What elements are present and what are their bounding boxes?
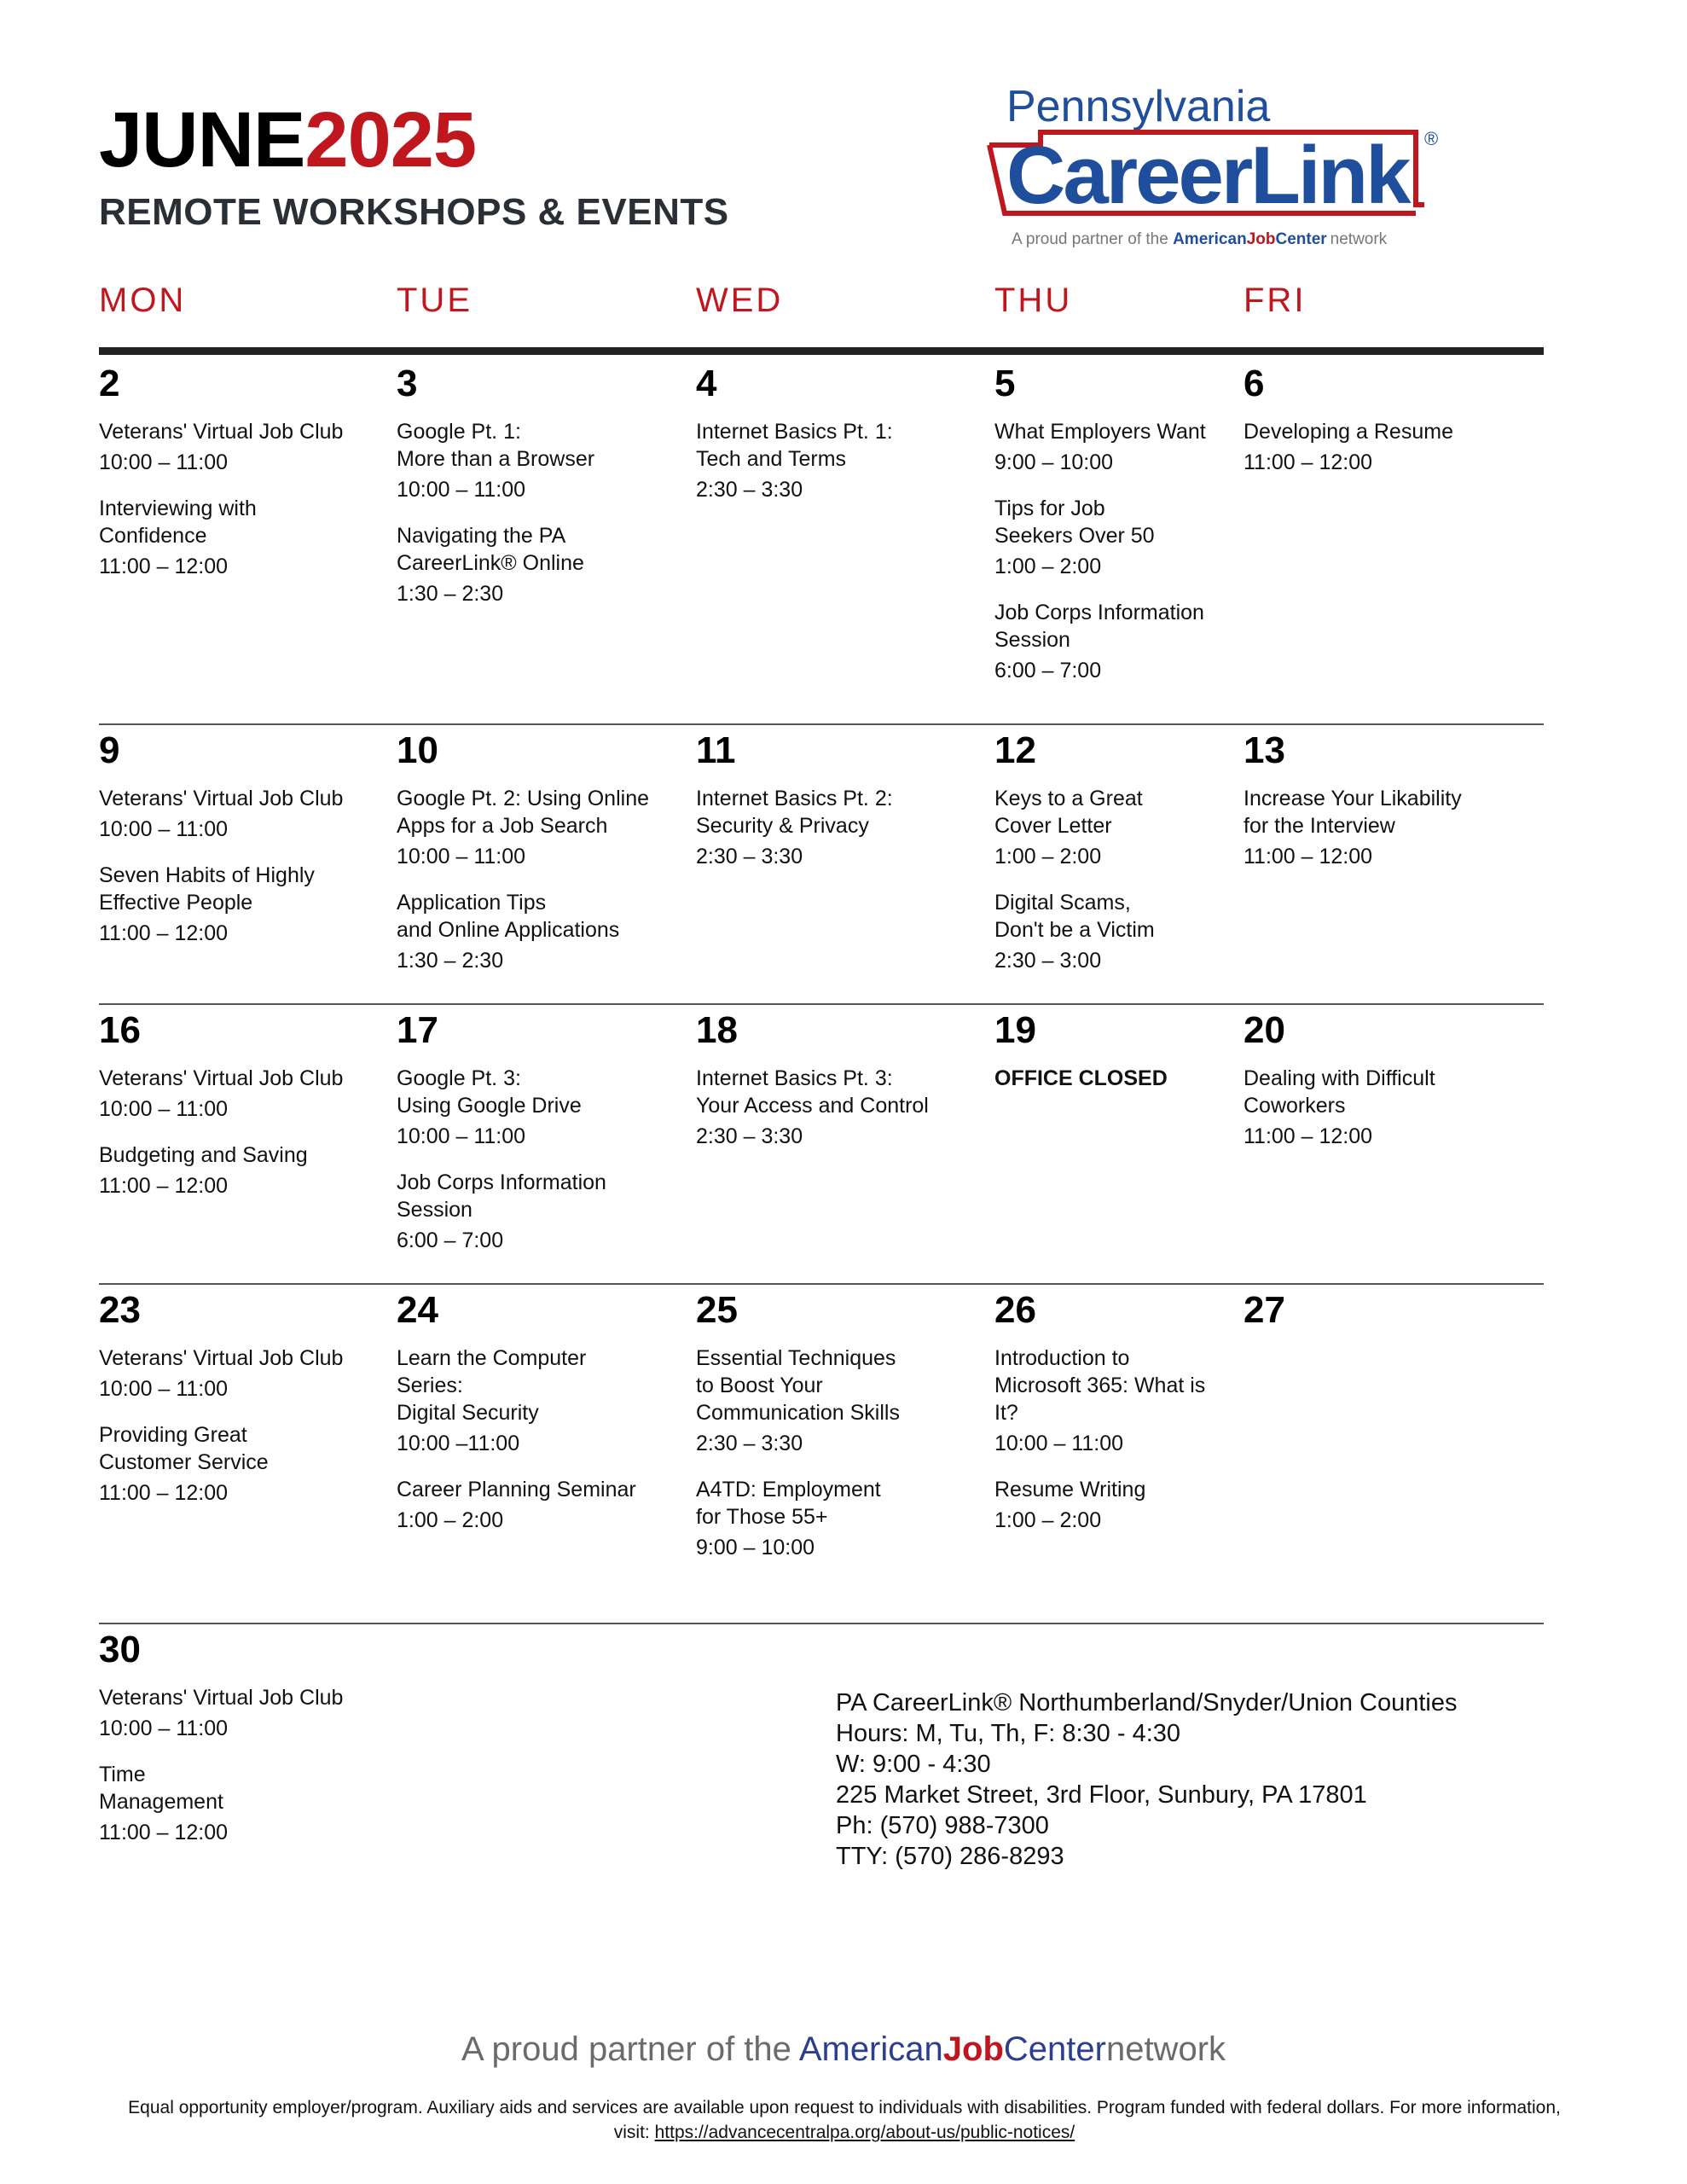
day-number: 10 (397, 729, 438, 771)
event-time: 10:00 – 11:00 (397, 845, 526, 868)
event-item (397, 522, 652, 607)
event-title: Essential Techniques to Boost Your Communication Skills (696, 1346, 900, 1425)
event-title: Google Pt. 1: More than a Browser (397, 420, 595, 471)
partner-banner (0, 2030, 1687, 2069)
event-item (99, 1684, 355, 1742)
event-title: Veterans' Virtual Job Club (99, 420, 344, 444)
day-cell-4 (696, 365, 952, 522)
event-item (397, 1345, 652, 1457)
day-number: 18 (696, 1009, 738, 1051)
day-number: 6 (1244, 363, 1265, 404)
day-number: 30 (99, 1629, 141, 1670)
event-title: Time Management (99, 1763, 223, 1814)
event-time: 6:00 – 7:00 (994, 659, 1102, 682)
event-time: 6:00 – 7:00 (397, 1228, 504, 1252)
partner-suffix: network (1105, 2030, 1226, 2068)
event-item (397, 1169, 652, 1254)
event-item (99, 1421, 355, 1507)
event-title: Job Corps Information Session (397, 1170, 606, 1222)
day-number: 26 (994, 1289, 1036, 1331)
day-number: 19 (994, 1009, 1036, 1051)
day-cell-11 (696, 729, 952, 889)
event-title: Interviewing with Confidence (99, 497, 257, 548)
event-time: 11:00 – 12:00 (99, 921, 229, 945)
event-item (397, 418, 652, 503)
event-item (1244, 1065, 1499, 1150)
event-title: Career Planning Seminar (397, 1478, 636, 1502)
day-cell-30 (99, 1631, 355, 1865)
event-time: 11:00 – 12:00 (1244, 845, 1373, 868)
event-title: Tips for Job Seekers Over 50 (994, 497, 1155, 548)
event-time: 9:00 – 10:00 (994, 450, 1114, 474)
event-time: 2:30 – 3:30 (696, 478, 803, 502)
event-title: Digital Scams, Don't be a Victim (994, 891, 1155, 942)
event-item (994, 1345, 1250, 1457)
day-number: 27 (1244, 1289, 1285, 1331)
day-cell-24 (397, 1289, 652, 1553)
day-cell-9 (99, 729, 355, 966)
event-item (696, 418, 952, 503)
event-title: Internet Basics Pt. 3: Your Access and Control (696, 1066, 929, 1118)
event-title: Job Corps Information Session (994, 601, 1204, 652)
event-title: Veterans' Virtual Job Club (99, 787, 344, 810)
event-time: 1:30 – 2:30 (397, 949, 504, 973)
week-divider (99, 1623, 1544, 1624)
page-title (99, 96, 477, 183)
day-cell-3 (397, 365, 652, 626)
day-cell-2 (99, 365, 355, 599)
title-year: 2025 (304, 96, 477, 183)
event-time: 2:30 – 3:30 (696, 1124, 803, 1148)
weekday-thu: THU (994, 282, 1073, 319)
day-number: 16 (99, 1009, 141, 1051)
day-cell-20 (1244, 1009, 1499, 1169)
event-item (994, 495, 1250, 580)
week-divider (99, 1283, 1544, 1285)
event-title: Resume Writing (994, 1478, 1146, 1502)
event-item (397, 1476, 652, 1534)
weekday-fri: FRI (1244, 282, 1307, 319)
event-time: 10:00 – 11:00 (397, 1124, 526, 1148)
day-cell-6 (1244, 365, 1499, 495)
logo-tagline: A proud partner of the AmericanJobCenter network (1012, 230, 1388, 248)
day-cell-19 (994, 1009, 1250, 1111)
event-item (994, 889, 1250, 974)
event-title: Veterans' Virtual Job Club (99, 1686, 344, 1710)
event-time: 10:00 – 11:00 (99, 1377, 229, 1401)
event-title: OFFICE CLOSED (994, 1066, 1168, 1090)
day-number: 11 (696, 729, 736, 771)
day-cell-26 (994, 1289, 1250, 1553)
event-item (1244, 418, 1499, 476)
event-title: Navigating the PA CareerLink® Online (397, 524, 584, 575)
weekday-wed: WED (696, 282, 784, 319)
event-title: Budgeting and Saving (99, 1143, 308, 1167)
event-title: Keys to a Great Cover Letter (994, 787, 1143, 838)
partner-prefix: A proud partner of the (461, 2030, 799, 2068)
event-title: Application Tips and Online Applications (397, 891, 620, 942)
event-item (994, 1476, 1250, 1534)
event-time: 1:00 – 2:00 (994, 845, 1102, 868)
day-cell-27 (1244, 1289, 1499, 1345)
logo-reg: ® (1424, 128, 1439, 149)
event-time: 1:00 – 2:00 (994, 1508, 1102, 1532)
office-hours-wednesday: W: 9:00 - 4:30 (836, 1751, 991, 1778)
day-number: 24 (397, 1289, 438, 1331)
event-item (99, 1065, 355, 1123)
event-item (99, 418, 355, 476)
header-divider (99, 347, 1544, 355)
event-time: 10:00 – 11:00 (99, 817, 229, 841)
event-item (397, 1065, 652, 1150)
event-time: 11:00 – 12:00 (1244, 450, 1373, 474)
day-cell-5 (994, 365, 1250, 703)
event-item (994, 785, 1250, 870)
day-number: 9 (99, 729, 120, 771)
event-title: Dealing with Difficult Coworkers (1244, 1066, 1435, 1118)
weekday-tue: TUE (397, 282, 472, 319)
event-item (994, 418, 1250, 476)
day-cell-10 (397, 729, 652, 993)
public-notices-link[interactable]: https://advancecentralpa.org/about-us/public-notices/ (654, 2123, 1075, 2142)
day-number: 4 (696, 363, 717, 404)
event-item (994, 1065, 1250, 1092)
event-time: 10:00 – 11:00 (994, 1432, 1124, 1455)
day-number: 17 (397, 1009, 438, 1051)
partner-center: Center (1003, 2030, 1106, 2068)
event-time: 1:30 – 2:30 (397, 582, 504, 606)
logo-line2: CareerLink (1006, 130, 1409, 221)
event-time: 11:00 – 12:00 (1244, 1124, 1373, 1148)
office-info (836, 1687, 1457, 1872)
event-time: 10:00 – 11:00 (99, 1716, 229, 1740)
day-number: 23 (99, 1289, 141, 1331)
event-title: Seven Habits of Highly Effective People (99, 863, 315, 915)
event-item (696, 785, 952, 870)
event-time: 10:00 –11:00 (397, 1432, 520, 1455)
event-item (397, 785, 652, 870)
event-item (397, 889, 652, 974)
week-divider (99, 1003, 1544, 1005)
day-cell-13 (1244, 729, 1499, 889)
event-time: 1:00 – 2:00 (994, 555, 1102, 578)
partner-job: Job (942, 2030, 1004, 2068)
day-number: 25 (696, 1289, 738, 1331)
careerlink-logo (981, 77, 1458, 256)
event-title: Increase Your Likability for the Interview (1244, 787, 1462, 838)
event-title: Veterans' Virtual Job Club (99, 1346, 344, 1370)
day-number: 3 (397, 363, 418, 404)
day-number: 20 (1244, 1009, 1285, 1051)
day-cell-12 (994, 729, 1250, 993)
week-divider (99, 723, 1544, 725)
event-time: 11:00 – 12:00 (99, 1821, 229, 1844)
office-hours: Hours: M, Tu, Th, F: 8:30 - 4:30 (836, 1720, 1181, 1747)
event-title: Google Pt. 2: Using Online Apps for a Job Search (397, 787, 649, 838)
day-number: 12 (994, 729, 1036, 771)
office-address: 225 Market Street, 3rd Floor, Sunbury, PA 17801 (836, 1781, 1367, 1809)
event-title: Internet Basics Pt. 1: Tech and Terms (696, 420, 893, 471)
event-title: Veterans' Virtual Job Club (99, 1066, 344, 1090)
event-item (696, 1345, 952, 1457)
event-title: A4TD: Employment for Those 55+ (696, 1478, 881, 1529)
day-number: 13 (1244, 729, 1285, 771)
event-title: Providing Great Customer Service (99, 1423, 269, 1474)
disclaimer-text: Equal opportunity employer/program. Auxiliary aids and services are available upon request to individuals with disabilities. Program funded with federal dollars. For more information, visit: (128, 2098, 1561, 2142)
event-time: 2:30 – 3:30 (696, 845, 803, 868)
event-title: Developing a Resume (1244, 420, 1453, 444)
event-time: 2:30 – 3:00 (994, 949, 1102, 973)
title-month: JUNE (99, 96, 305, 183)
event-title: Google Pt. 3: Using Google Drive (397, 1066, 582, 1118)
event-title: Learn the Computer Series: Digital Security (397, 1346, 587, 1425)
office-name: PA CareerLink® Northumberland/Snyder/Union Counties (836, 1689, 1458, 1716)
event-item (99, 785, 355, 843)
event-item (99, 1345, 355, 1403)
event-item (1244, 785, 1499, 870)
disclaimer (111, 2095, 1578, 2145)
day-number: 5 (994, 363, 1016, 404)
event-item (99, 862, 355, 947)
event-time: 11:00 – 12:00 (99, 555, 229, 578)
event-time: 2:30 – 3:30 (696, 1432, 803, 1455)
day-cell-18 (696, 1009, 952, 1169)
event-item (99, 495, 355, 580)
event-time: 11:00 – 12:00 (99, 1481, 229, 1505)
event-item (696, 1065, 952, 1150)
event-item (99, 1141, 355, 1199)
office-phone: Ph: (570) 988-7300 (836, 1812, 1049, 1839)
logo-line1: Pennsylvania (1006, 82, 1271, 131)
day-cell-23 (99, 1289, 355, 1525)
event-time: 11:00 – 12:00 (99, 1174, 229, 1198)
page-subtitle: REMOTE WORKSHOPS & EVENTS (99, 191, 729, 233)
day-cell-16 (99, 1009, 355, 1218)
event-item (99, 1761, 355, 1846)
event-time: 9:00 – 10:00 (696, 1536, 815, 1560)
event-item (696, 1476, 952, 1561)
event-item (994, 599, 1250, 684)
event-time: 1:00 – 2:00 (397, 1508, 504, 1532)
event-time: 10:00 – 11:00 (397, 478, 526, 502)
event-time: 10:00 – 11:00 (99, 450, 229, 474)
event-title: Internet Basics Pt. 2: Security & Privacy (696, 787, 893, 838)
event-title: What Employers Want (994, 420, 1206, 444)
event-title: Introduction to Microsoft 365: What is It? (994, 1346, 1206, 1425)
event-time: 10:00 – 11:00 (99, 1097, 229, 1121)
day-number: 2 (99, 363, 120, 404)
office-tty: TTY: (570) 286-8293 (836, 1843, 1064, 1870)
day-cell-25 (696, 1289, 952, 1580)
day-cell-17 (397, 1009, 652, 1273)
weekday-mon: MON (99, 282, 187, 319)
partner-american: American (798, 2030, 943, 2068)
